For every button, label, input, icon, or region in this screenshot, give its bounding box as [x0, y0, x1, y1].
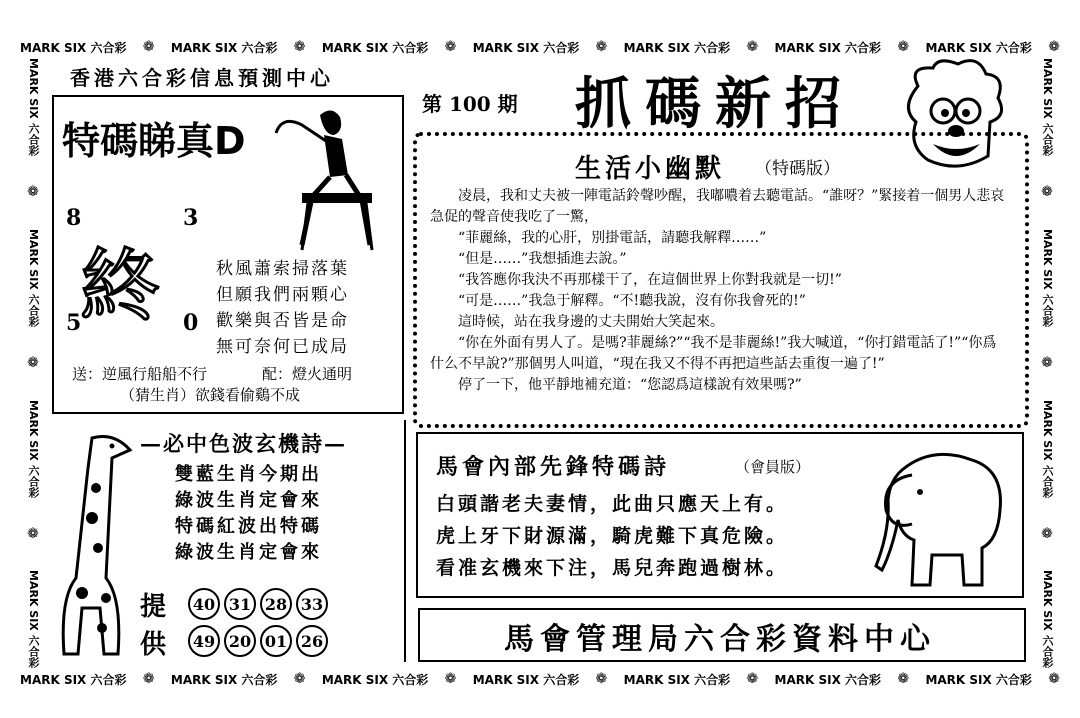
footer-banner: 馬會管理局六合彩資料中心	[504, 622, 936, 657]
provide-char: 提	[140, 592, 167, 622]
humor-subtitle: （特碼版）	[755, 159, 840, 179]
ball-number: 28	[260, 588, 292, 620]
story-paragraph: “可是……”我急于解釋。“不!聽我說，沒有你我會死的!”	[458, 293, 806, 309]
story-paragraph: “但是……”我想插進去說。”	[458, 251, 627, 267]
pair-label: 配：燈火通明	[262, 365, 353, 383]
story-paragraph: 停了一下，他平靜地補充道：“您認爲這樣說有效果嗎?”	[458, 377, 802, 393]
number-row-1	[188, 588, 332, 620]
issue-number: 第 100 期	[422, 92, 518, 116]
number-row-2	[188, 625, 332, 657]
flower-icon: ❁	[27, 355, 39, 371]
story-paragraph: “你在外面有男人了。是嗎?菲麗絲?”“我不是菲麗絲!”我大喊道，“你打錯電話了!”“你爲什么不早說?”那個男人叫道，“現在我又不得不再把這些話去重復一遍了!”	[430, 335, 997, 372]
ball-number: 20	[224, 625, 256, 657]
gift-label: 送：逆風行船船不行	[72, 365, 208, 383]
dancer-illustration	[272, 105, 392, 255]
provide-char: 供	[140, 630, 167, 660]
center-title: 香港六合彩信息預測中心	[70, 66, 334, 90]
border-text: MARK SIX 六合彩	[774, 672, 882, 687]
pioneer-lines	[436, 488, 788, 584]
border-text: MARK SIX 六合彩	[20, 40, 127, 55]
big-character: 終	[80, 240, 160, 333]
flower-icon: ❁	[897, 39, 910, 55]
poem-line: 綠波生肖定會來	[175, 542, 322, 563]
flower-icon: ❁	[1041, 184, 1053, 201]
border-text: MARK SIX 六合彩	[1041, 399, 1054, 498]
story-paragraph: “我答應你我決不再那樣干了，在這個世界上你對我就是一切!”	[458, 272, 842, 288]
flower-icon: ❁	[293, 39, 306, 55]
flower-icon: ❁	[746, 671, 759, 687]
border-text: MARK SIX 六合彩	[472, 672, 580, 687]
flower-icon: ❁	[1048, 671, 1060, 687]
border-text: MARK SIX 六合彩	[925, 672, 1032, 687]
flower-icon: ❁	[1041, 355, 1053, 371]
left-border-band	[22, 58, 44, 668]
flower-icon: ❁	[746, 39, 759, 55]
border-text: MARK SIX 六合彩	[925, 40, 1032, 55]
lucky-number-3: 5	[66, 310, 82, 336]
story-paragraph: 凌晨，我和丈夫被一陣電話鈴聲吵醒，我嘟噥着去聽電話。“誰呀？”緊接着一個男人悲哀急促的聲音使我吃了一驚，	[430, 188, 1005, 225]
right-border-band	[1036, 58, 1058, 668]
ball-number: 01	[260, 625, 292, 657]
lucky-number-1: 8	[66, 205, 82, 231]
pioneer-subtitle: （會員版）	[735, 458, 811, 476]
poem-line: 綠波生肖定會來	[175, 490, 322, 511]
ball-number: 33	[296, 588, 328, 620]
border-text: MARK SIX 六合彩	[472, 40, 580, 55]
special-code-title: 特碼睇真D	[62, 119, 246, 163]
flower-icon: ❁	[595, 671, 608, 687]
ball-number: 40	[188, 588, 220, 620]
poem-line: 雙藍生肖今期出	[175, 464, 322, 485]
border-text: MARK SIX 六合彩	[27, 228, 40, 327]
border-text: MARK SIX 六合彩	[27, 58, 40, 156]
border-text: MARK SIX 六合彩	[170, 672, 278, 687]
border-text: MARK SIX 六合彩	[20, 672, 127, 687]
story-paragraph: 這時候，站在我身邊的丈夫開始大笑起來。	[458, 314, 724, 330]
flower-icon: ❁	[27, 184, 39, 201]
ball-number: 49	[188, 625, 220, 657]
humor-title: 生活小幽默	[575, 154, 726, 184]
poem-line: 白頭諧老夫妻情，此曲只應天上有。	[436, 493, 789, 515]
poem-line: 特碼紅波出特碼	[175, 516, 322, 537]
ball-number: 26	[296, 625, 328, 657]
wave-poem-title: —必中色波玄機詩—	[140, 431, 347, 456]
border-text: MARK SIX 六合彩	[27, 399, 40, 498]
elephant-illustration	[872, 440, 1012, 590]
flower-icon: ❁	[293, 671, 306, 687]
ball-number: 31	[224, 588, 256, 620]
poem-line: 虎上牙下財源滿，騎虎難下真危險。	[436, 525, 789, 547]
border-text: MARK SIX 六合彩	[27, 570, 40, 668]
poem-line: 但願我們兩顆心	[216, 285, 349, 305]
flower-icon: ❁	[27, 525, 39, 542]
border-text: MARK SIX 六合彩	[774, 40, 882, 55]
poem-line: 看准玄機來下注，馬兒奔跑過樹林。	[436, 557, 789, 579]
border-text: MARK SIX 六合彩	[321, 672, 429, 687]
lucky-number-4: 0	[183, 310, 199, 336]
special-poem	[216, 256, 349, 360]
lucky-number-2: 3	[183, 205, 199, 231]
border-text: MARK SIX 六合彩	[170, 40, 278, 55]
bottom-border-band	[20, 668, 1060, 690]
provide-label	[140, 588, 166, 664]
border-text: MARK SIX 六合彩	[623, 672, 731, 687]
flower-icon: ❁	[595, 39, 608, 55]
flower-icon: ❁	[444, 671, 457, 687]
flower-icon: ❁	[444, 39, 457, 55]
border-text: MARK SIX 六合彩	[1041, 228, 1054, 327]
poem-line: 無可奈何已成局	[216, 337, 349, 357]
flower-icon: ❁	[1048, 39, 1060, 55]
flower-icon: ❁	[897, 671, 910, 687]
giraffe-illustration	[52, 428, 142, 660]
border-text: MARK SIX 六合彩	[1041, 570, 1054, 668]
humor-story	[430, 186, 1010, 396]
border-text: MARK SIX 六合彩	[321, 40, 429, 55]
wave-poem-lines	[175, 462, 322, 566]
flower-icon: ❁	[142, 39, 155, 55]
poem-line: 秋風蕭索掃落葉	[216, 259, 349, 279]
flower-icon: ❁	[1041, 525, 1053, 542]
pioneer-title: 馬會內部先鋒特碼詩	[436, 455, 671, 480]
border-text: MARK SIX 六合彩	[1041, 58, 1054, 156]
story-paragraph: “菲麗絲，我的心肝，別掛電話，請聽我解釋……”	[458, 230, 767, 246]
flower-icon: ❁	[142, 671, 155, 687]
poem-line: 歡樂與否皆是命	[216, 311, 349, 331]
zodiac-hint: （猜生肖）欲錢看偷鷄不成	[120, 386, 301, 404]
top-border-band	[20, 36, 1060, 58]
border-text: MARK SIX 六合彩	[623, 40, 731, 55]
main-title: 抓碼新招	[575, 72, 855, 137]
